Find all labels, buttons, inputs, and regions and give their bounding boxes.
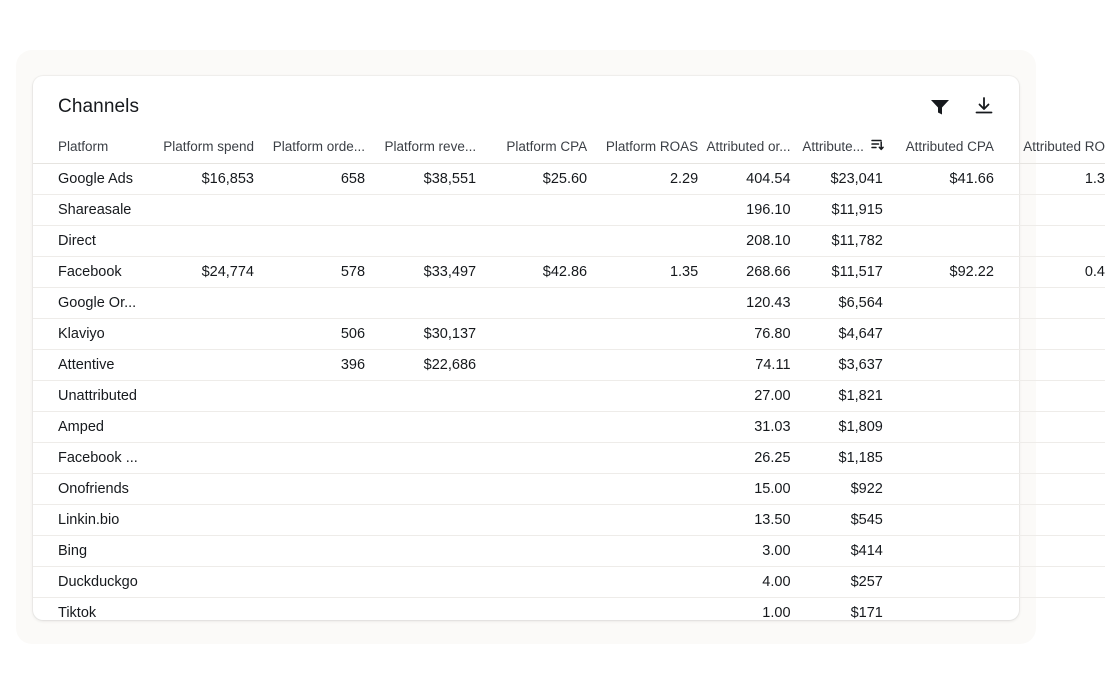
cell-platform-spend	[143, 567, 254, 598]
cell-platform-revenue	[365, 195, 476, 226]
cell-platform-revenue	[365, 226, 476, 257]
cell-attributed-roas	[994, 536, 1105, 567]
column-header-attributed-revenue-label: Attribute...	[802, 139, 864, 154]
cell-platform: Bing	[58, 543, 88, 559]
cell-platform-cpa	[476, 350, 587, 381]
cell-platform-orders	[254, 443, 365, 474]
cell-attributed-revenue: $922	[850, 481, 883, 497]
cell-platform: Attentive	[58, 357, 115, 373]
cell-attributed-cpa	[883, 412, 994, 443]
cell-platform-roas	[587, 350, 698, 381]
cell-attributed-cpa	[883, 226, 994, 257]
cell-platform-roas	[587, 319, 698, 350]
table-row[interactable]	[33, 319, 1105, 350]
cell-platform: Google Ads	[58, 171, 133, 187]
cell-attributed-orders: 13.50	[754, 512, 791, 528]
cell-attributed-cpa	[883, 195, 994, 226]
cell-attributed-roas	[994, 288, 1105, 319]
cell-attributed-orders: 4.00	[762, 574, 791, 590]
cell-platform: Amped	[58, 419, 104, 435]
cell-platform-spend	[143, 536, 254, 567]
header-actions	[929, 96, 995, 118]
cell-attributed-roas	[994, 350, 1105, 381]
cell-attributed-cpa: $92.22	[949, 264, 994, 280]
cell-attributed-cpa	[883, 381, 994, 412]
cell-platform-orders: 506	[340, 326, 366, 342]
cell-platform-cpa	[476, 474, 587, 505]
cell-platform: Tiktok	[58, 605, 97, 621]
cell-attributed-orders: 15.00	[754, 481, 791, 497]
cell-platform: Facebook	[58, 264, 122, 280]
channels-table-wrapper[interactable]	[33, 138, 1105, 628]
cell-platform-orders	[254, 536, 365, 567]
cell-platform-roas	[587, 226, 698, 257]
cell-attributed-roas	[994, 443, 1105, 474]
cell-attributed-orders: 268.66	[746, 264, 791, 280]
cell-attributed-orders: 404.54	[746, 171, 791, 187]
cell-attributed-roas	[994, 598, 1105, 629]
cell-platform-revenue: $22,686	[423, 357, 477, 373]
cell-platform: Linkin.bio	[58, 512, 120, 528]
cell-platform-spend: $24,774	[201, 264, 254, 280]
cell-platform-roas	[587, 567, 698, 598]
sort-descending-icon	[870, 138, 883, 154]
cell-attributed-revenue: $1,185	[838, 450, 883, 466]
cell-platform-spend	[143, 505, 254, 536]
cell-platform-revenue: $38,551	[423, 171, 477, 187]
table-row[interactable]	[33, 257, 1105, 288]
page-background	[16, 50, 1105, 644]
cell-attributed-revenue: $11,517	[831, 264, 883, 280]
cell-attributed-roas: 0.4	[1084, 264, 1105, 280]
cell-attributed-revenue: $1,821	[838, 388, 883, 404]
cell-platform-orders	[254, 505, 365, 536]
cell-platform-cpa	[476, 412, 587, 443]
cell-attributed-roas	[994, 381, 1105, 412]
table-row[interactable]	[33, 567, 1105, 598]
cell-attributed-revenue: $171	[850, 605, 883, 621]
column-header-attributed-cpa[interactable]: Attributed CPA	[905, 139, 994, 154]
cell-platform-orders	[254, 195, 365, 226]
cell-platform-cpa: $42.86	[542, 264, 588, 280]
cell-platform-roas	[587, 412, 698, 443]
cell-attributed-revenue: $414	[850, 543, 883, 559]
cell-attributed-orders: 3.00	[762, 543, 791, 559]
table-row[interactable]	[33, 350, 1105, 381]
cell-attributed-cpa	[883, 505, 994, 536]
cell-platform-orders: 396	[340, 357, 366, 373]
cell-attributed-revenue: $11,915	[831, 202, 883, 218]
cell-attributed-cpa	[883, 443, 994, 474]
column-header-platform-roas[interactable]: Platform ROAS	[605, 139, 699, 154]
cell-platform-spend	[143, 381, 254, 412]
cell-attributed-revenue: $6,564	[838, 295, 883, 311]
column-header-attributed-orders[interactable]: Attributed or...	[706, 139, 791, 154]
cell-attributed-roas: 1.3	[1084, 171, 1105, 187]
cell-platform-cpa	[476, 381, 587, 412]
cell-attributed-orders: 196.10	[746, 202, 791, 218]
cell-attributed-cpa	[883, 567, 994, 598]
cell-platform-revenue	[365, 381, 476, 412]
cell-platform-roas	[587, 443, 698, 474]
cell-platform-roas	[587, 288, 698, 319]
column-header-attributed-roas[interactable]: Attributed RO	[1023, 139, 1105, 154]
cell-platform-roas	[587, 505, 698, 536]
cell-attributed-revenue: $4,647	[838, 326, 883, 342]
table-row[interactable]	[33, 505, 1105, 536]
table-row[interactable]	[33, 412, 1105, 443]
cell-platform-roas	[587, 474, 698, 505]
cell-platform-revenue	[365, 412, 476, 443]
cell-attributed-revenue: $11,782	[831, 233, 883, 249]
column-header-platform[interactable]: Platform	[58, 139, 109, 154]
cell-attributed-orders: 120.43	[746, 295, 791, 311]
cell-platform-orders	[254, 598, 365, 629]
cell-platform-revenue: $33,497	[423, 264, 477, 280]
cell-attributed-revenue: $23,041	[830, 171, 883, 187]
cell-attributed-roas	[994, 505, 1105, 536]
cell-attributed-roas	[994, 567, 1105, 598]
cell-platform-revenue	[365, 505, 476, 536]
cell-attributed-roas	[994, 226, 1105, 257]
cell-attributed-orders: 76.80	[754, 326, 791, 342]
cell-attributed-cpa	[883, 598, 994, 629]
cell-platform: Unattributed	[58, 388, 137, 404]
cell-attributed-revenue: $3,637	[838, 357, 883, 373]
cell-platform: Onofriends	[58, 481, 129, 497]
cell-attributed-orders: 26.25	[754, 450, 791, 466]
cell-platform-roas	[587, 195, 698, 226]
cell-platform-revenue	[365, 598, 476, 629]
cell-platform-orders	[254, 474, 365, 505]
cell-attributed-cpa	[883, 319, 994, 350]
cell-platform-cpa	[476, 195, 587, 226]
cell-attributed-orders: 31.03	[754, 419, 791, 435]
cell-attributed-cpa	[883, 350, 994, 381]
cell-platform-spend	[143, 195, 254, 226]
cell-attributed-orders: 27.00	[754, 388, 791, 404]
cell-platform-orders	[254, 567, 365, 598]
cell-platform-cpa	[476, 567, 587, 598]
cell-platform-roas	[587, 381, 698, 412]
cell-platform-revenue	[365, 567, 476, 598]
cell-platform-orders	[254, 412, 365, 443]
filter-icon[interactable]	[929, 96, 951, 118]
cell-platform-roas: 1.35	[669, 264, 699, 280]
cell-platform-spend	[143, 443, 254, 474]
cell-attributed-roas	[994, 319, 1105, 350]
cell-attributed-roas	[994, 412, 1105, 443]
cell-platform-revenue	[365, 288, 476, 319]
card-header	[33, 76, 1019, 138]
cell-platform-orders	[254, 381, 365, 412]
column-header-attributed-revenue[interactable]	[791, 138, 883, 164]
cell-platform-cpa	[476, 505, 587, 536]
cell-platform: Klaviyo	[58, 326, 105, 342]
table-row[interactable]	[33, 443, 1105, 474]
table-row[interactable]	[33, 381, 1105, 412]
cell-platform-spend: $16,853	[201, 171, 254, 187]
cell-attributed-revenue: $257	[850, 574, 883, 590]
cell-platform-cpa	[476, 319, 587, 350]
page-title: Channels	[58, 96, 140, 117]
cell-attributed-orders: 1.00	[762, 605, 791, 621]
cell-attributed-cpa	[883, 536, 994, 567]
cell-platform: Duckduckgo	[58, 574, 138, 590]
table-row[interactable]	[33, 536, 1105, 567]
cell-platform: Direct	[58, 233, 96, 249]
column-header-platform-orders[interactable]: Platform orde...	[272, 139, 366, 154]
cell-platform-cpa	[476, 288, 587, 319]
cell-attributed-revenue: $545	[850, 512, 883, 528]
cell-platform-spend	[143, 319, 254, 350]
cell-attributed-orders: 208.10	[746, 233, 791, 249]
download-icon[interactable]	[973, 96, 995, 118]
channels-card	[33, 76, 1105, 621]
channels-table	[33, 138, 1105, 628]
table-row[interactable]	[33, 226, 1105, 257]
cell-platform-cpa	[476, 443, 587, 474]
cell-platform-cpa	[476, 598, 587, 629]
cell-platform-spend	[143, 474, 254, 505]
cell-platform-spend	[143, 226, 254, 257]
cell-platform-spend	[143, 350, 254, 381]
cell-platform-spend	[143, 598, 254, 629]
cell-platform-roas	[587, 536, 698, 567]
cell-platform-orders: 578	[340, 264, 366, 280]
cell-platform: Shareasale	[58, 202, 132, 218]
cell-platform: Facebook ...	[58, 450, 138, 466]
cell-attributed-cpa	[883, 474, 994, 505]
table-body	[33, 164, 1105, 629]
cell-platform-orders: 658	[340, 171, 366, 187]
cell-platform-roas	[587, 598, 698, 629]
column-header-platform-revenue[interactable]: Platform reve...	[384, 139, 477, 154]
cell-platform-roas: 2.29	[669, 171, 699, 187]
cell-platform-spend	[143, 288, 254, 319]
cell-attributed-roas	[994, 195, 1105, 226]
cell-platform-cpa	[476, 536, 587, 567]
cell-attributed-cpa: $41.66	[949, 171, 994, 187]
cell-platform-revenue	[365, 443, 476, 474]
table-row[interactable]	[33, 474, 1105, 505]
cell-platform-revenue	[365, 474, 476, 505]
table-row[interactable]	[33, 288, 1105, 319]
cell-platform-orders	[254, 288, 365, 319]
table-row[interactable]	[33, 598, 1105, 629]
cell-platform-cpa	[476, 226, 587, 257]
cell-platform-orders	[254, 226, 365, 257]
column-header-platform-cpa[interactable]: Platform CPA	[506, 139, 588, 154]
cell-platform-cpa: $25.60	[542, 171, 588, 187]
cell-platform-revenue	[365, 536, 476, 567]
cell-attributed-revenue: $1,809	[838, 419, 883, 435]
cell-platform: Google Or...	[58, 295, 137, 311]
cell-attributed-roas	[994, 474, 1105, 505]
column-header-platform-spend[interactable]: Platform spend	[163, 139, 254, 154]
table-row[interactable]	[33, 164, 1105, 195]
cell-platform-spend	[143, 412, 254, 443]
cell-attributed-orders: 74.11	[755, 357, 791, 373]
cell-platform-revenue: $30,137	[423, 326, 477, 342]
table-row[interactable]	[33, 195, 1105, 226]
cell-attributed-cpa	[883, 288, 994, 319]
table-header-row	[33, 138, 1105, 164]
